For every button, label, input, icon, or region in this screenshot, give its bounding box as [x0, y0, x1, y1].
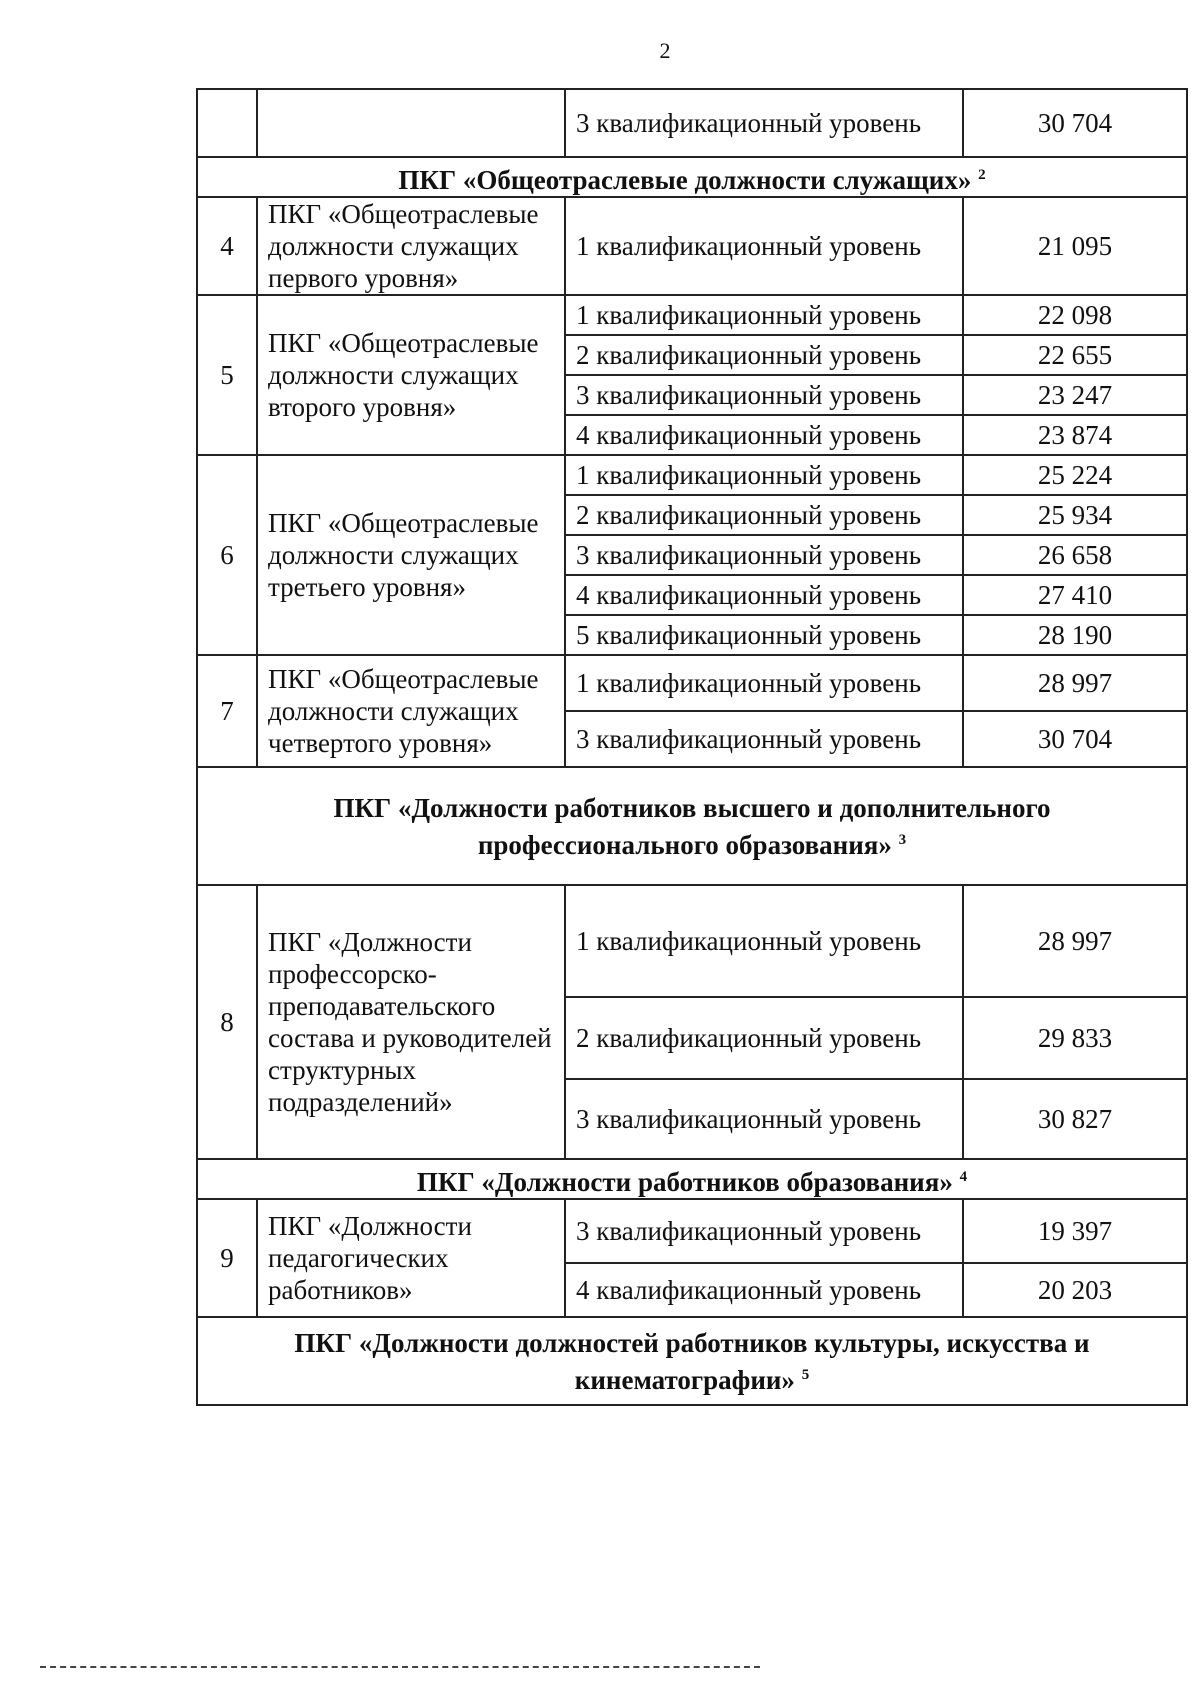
- salary-cell: 27 410: [963, 575, 1187, 615]
- salary-cell: 25 224: [963, 455, 1187, 495]
- level-cell: 3 квалификационный уровень: [565, 89, 963, 157]
- level-cell: 3 квалификационный уровень: [565, 1199, 963, 1263]
- salary-cell: 30 704: [963, 89, 1187, 157]
- section-title: ПКГ «Должности работников высшего и дополнительного профессионального образования»: [333, 792, 1051, 860]
- group-name-cell: ПКГ «Общеотраслевые должности служащих третьего уровня»: [257, 455, 565, 655]
- table-row: [197, 295, 1187, 335]
- footnote-mark: 2: [978, 166, 986, 183]
- salary-cell: 28 997: [963, 885, 1187, 997]
- salary-cell: 30 827: [963, 1079, 1187, 1159]
- group-name-cell: ПКГ «Должности профессорско-преподавательского состава и руководителей структурных подразделений»: [257, 885, 565, 1159]
- level-cell: 2 квалификационный уровень: [565, 997, 963, 1079]
- row-number-cell: 4: [197, 197, 257, 295]
- section-title: ПКГ «Должности должностей работников культуры, искусства и кинематографии»: [294, 1327, 1090, 1395]
- footnote-separator: [40, 1666, 760, 1668]
- section-title: ПКГ «Общеотраслевые должности служащих»: [398, 164, 972, 195]
- group-name-cell: ПКГ «Общеотраслевые должности служащих первого уровня»: [257, 197, 565, 295]
- row-number-cell: 8: [197, 885, 257, 1159]
- table-row: [197, 197, 1187, 295]
- section-title: ПКГ «Должности работников образования»: [416, 1166, 953, 1197]
- section-header-row: [197, 1159, 1187, 1199]
- level-cell: 4 квалификационный уровень: [565, 575, 963, 615]
- page-number: 2: [659, 38, 671, 63]
- row-number-cell: 7: [197, 655, 257, 767]
- row-number-cell: [197, 89, 257, 157]
- section-header: [197, 157, 1187, 197]
- table-row: [197, 89, 1187, 157]
- salary-cell: 19 397: [963, 1199, 1187, 1263]
- group-name-cell: ПКГ «Общеотраслевые должности служащих четвертого уровня»: [257, 655, 565, 767]
- footnote-mark: 4: [959, 1168, 968, 1185]
- row-number-cell: 9: [197, 1199, 257, 1317]
- section-header: [197, 767, 1187, 885]
- group-name-cell: ПКГ «Общеотраслевые должности служащих второго уровня»: [257, 295, 565, 455]
- level-cell: 4 квалификационный уровень: [565, 1263, 963, 1317]
- level-cell: 1 квалификационный уровень: [565, 655, 963, 711]
- row-number-cell: 6: [197, 455, 257, 655]
- salary-cell: 28 190: [963, 615, 1187, 655]
- level-cell: 1 квалификационный уровень: [565, 197, 963, 295]
- group-name-cell: ПКГ «Должности педагогических работников»: [257, 1199, 565, 1317]
- level-cell: 3 квалификационный уровень: [565, 535, 963, 575]
- footnote-mark: 3: [898, 831, 907, 848]
- level-cell: 1 квалификационный уровень: [565, 455, 963, 495]
- salary-cell: 28 997: [963, 655, 1187, 711]
- table-row: [197, 455, 1187, 495]
- salary-cell: 22 098: [963, 295, 1187, 335]
- salary-cell: 22 655: [963, 335, 1187, 375]
- section-header: [197, 1159, 1187, 1199]
- level-cell: 2 квалификационный уровень: [565, 495, 963, 535]
- section-header-row: [197, 1317, 1187, 1405]
- salary-cell: 30 704: [963, 711, 1187, 767]
- salary-cell: 26 658: [963, 535, 1187, 575]
- salary-cell: 21 095: [963, 197, 1187, 295]
- row-number-cell: 5: [197, 295, 257, 455]
- level-cell: 5 квалификационный уровень: [565, 615, 963, 655]
- group-name-cell: [257, 89, 565, 157]
- salary-cell: 23 247: [963, 375, 1187, 415]
- footnote-mark: 5: [801, 1366, 810, 1383]
- table-row: [197, 655, 1187, 711]
- level-cell: 3 квалификационный уровень: [565, 1079, 963, 1159]
- level-cell: 1 квалификационный уровень: [565, 295, 963, 335]
- salary-cell: 20 203: [963, 1263, 1187, 1317]
- table-row: [197, 1199, 1187, 1263]
- salary-cell: 23 874: [963, 415, 1187, 455]
- section-header-row: [197, 767, 1187, 885]
- salary-table: [196, 88, 1188, 1406]
- section-header-row: [197, 157, 1187, 197]
- salary-cell: 25 934: [963, 495, 1187, 535]
- level-cell: 2 квалификационный уровень: [565, 335, 963, 375]
- level-cell: 3 квалификационный уровень: [565, 375, 963, 415]
- table-row: [197, 885, 1187, 997]
- salary-cell: 29 833: [963, 997, 1187, 1079]
- level-cell: 3 квалификационный уровень: [565, 711, 963, 767]
- level-cell: 1 квалификационный уровень: [565, 885, 963, 997]
- level-cell: 4 квалификационный уровень: [565, 415, 963, 455]
- section-header: [197, 1317, 1187, 1405]
